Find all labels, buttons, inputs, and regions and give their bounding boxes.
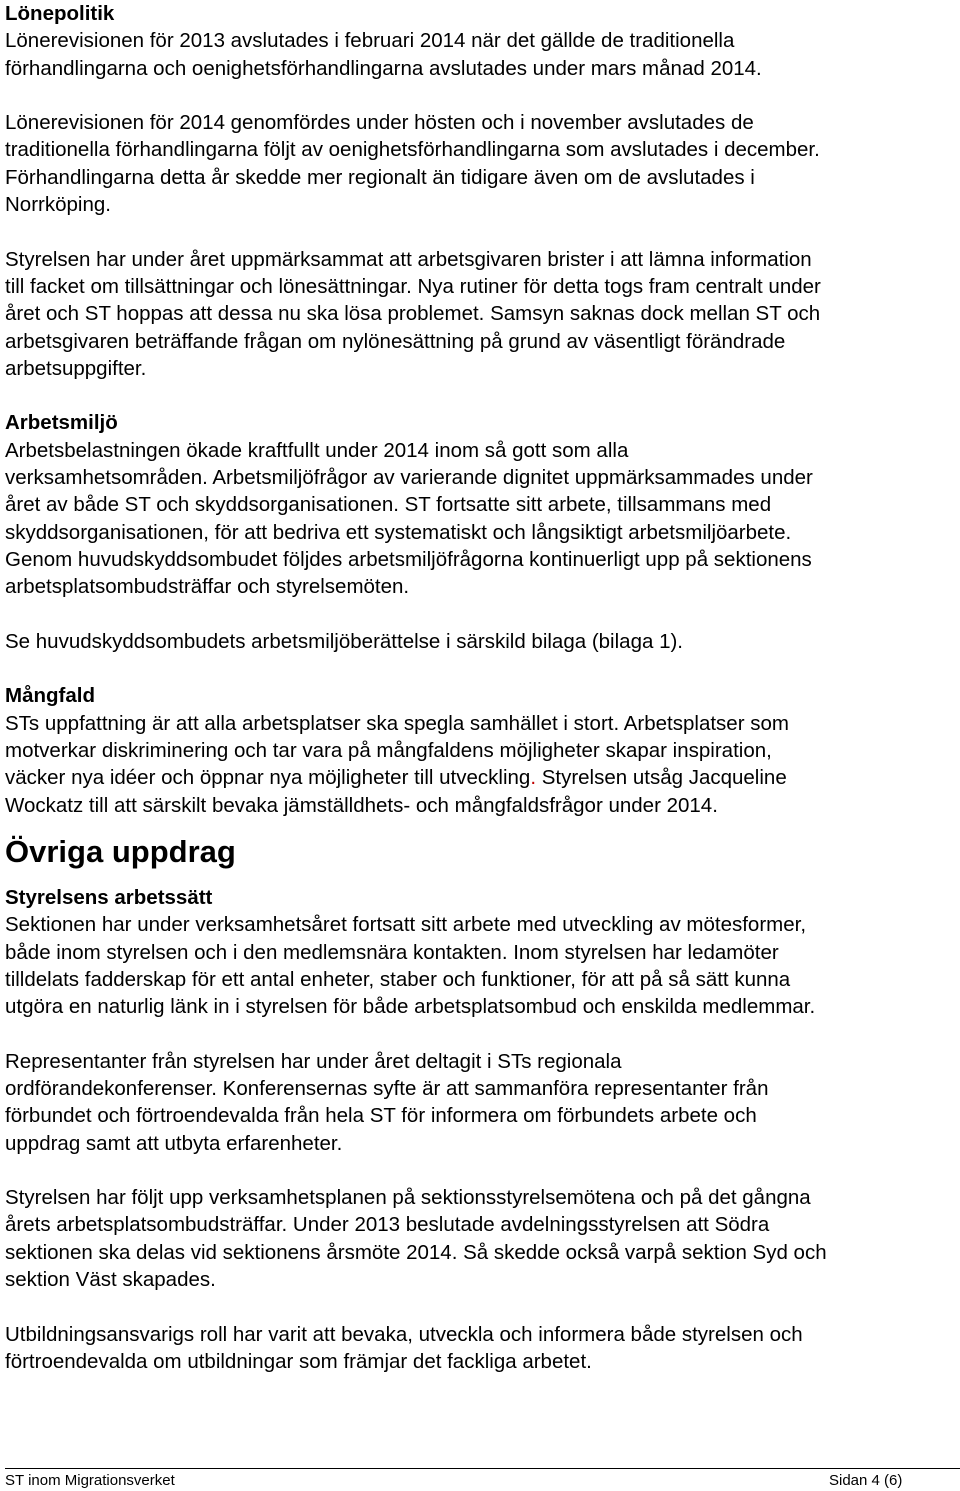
text-line: året av både ST och skyddsorganisationen. ST fortsatte sitt arbete, tillsammans med xyxy=(5,493,772,517)
text-segment: Styrelsen utsåg Jacqueline xyxy=(536,766,787,790)
text-line: Genom huvudskyddsombudet följdes arbetsmiljöfrågorna kontinuerligt upp på sektionens xyxy=(5,547,812,571)
section-mangfald xyxy=(5,682,955,818)
text-line: utgöra en naturlig länk in i styrelsen för både arbetsplatsombud och enskilda medlemmar. xyxy=(5,995,816,1019)
text-line: verksamhetsområden. Arbetsmiljöfrågor av varierande dignitet uppmärksammades under xyxy=(5,466,813,490)
text-line xyxy=(5,764,955,791)
text-line: förhandlingarna och oenighetsförhandlingarna avslutades under mars månad 2014. xyxy=(5,56,762,80)
text-line: motverkar diskriminering och tar vara på mångfaldens möjligheter skapar inspiration, xyxy=(5,739,772,763)
footer-page-number: Sidan 4 (6) xyxy=(829,1472,903,1489)
text-line: Sektionen har under verksamhetsåret fortsatt sitt arbete med utveckling av mötesformer, xyxy=(5,913,807,937)
text-line: Lönerevisionen för 2014 genomfördes under hösten och i november avslutades de xyxy=(5,111,754,135)
paragraph-utbildningsansvarig xyxy=(5,1321,955,1376)
paragraph-lonerevision-2014 xyxy=(5,109,955,218)
text-line: Lönerevisionen för 2013 avslutades i februari 2014 när det gällde de traditionella xyxy=(5,29,735,53)
footer-organization: ST inom Migrationsverket xyxy=(5,1472,175,1489)
text-line: arbetsplatsombudsträffar och styrelsemöten. xyxy=(5,575,410,599)
paragraph-lonerevision-2013 xyxy=(5,27,955,82)
text-line: arbetsgivaren beträffande frågan om nylönesättning på grund av väsentligt förändrade xyxy=(5,329,786,353)
footer-divider xyxy=(5,1468,960,1469)
paragraph-styrelsen-information xyxy=(5,246,955,382)
text-line: Representanter från styrelsen har under året deltagit i STs regionala xyxy=(5,1049,622,1073)
heading-styrelsens-arbetssatt: Styrelsens arbetssätt xyxy=(5,885,213,909)
heading-ovriga-uppdrag: Övriga uppdrag xyxy=(5,833,236,869)
paragraph-motesformer xyxy=(5,911,955,1020)
text-line: förtroendevalda om utbildningar som främjar det fackliga arbetet. xyxy=(5,1349,592,1373)
paragraph-huvudskyddsombud-reference: Se huvudskyddsombudets arbetsmiljöberättelse i särskild bilaga (bilaga 1). xyxy=(5,629,683,653)
text-line: året och ST hoppas att dessa nu ska lösa problemet. Samsyn saknas dock mellan ST och xyxy=(5,302,821,326)
section-styrelsens-arbetssatt xyxy=(5,884,955,1375)
text-line: sektionen ska delas vid sektionens årsmöte 2014. Så skedde också varpå sektion Syd och xyxy=(5,1240,827,1264)
heading-mangfald: Mångfald xyxy=(5,684,95,708)
text-line: förbundet och förtroendevalda från hela ST för informera om förbundets arbete och xyxy=(5,1104,757,1128)
text-line: sektion Väst skapades. xyxy=(5,1268,216,1292)
heading-arbetsmiljo: Arbetsmiljö xyxy=(5,411,118,435)
section-lonepolitik xyxy=(5,0,955,382)
text-line: STs uppfattning är att alla arbetsplatser ska spegla samhället i stort. Arbetsplatser som xyxy=(5,711,789,735)
text-line: arbetsuppgifter. xyxy=(5,356,147,380)
text-line: ordförandekonferenser. Konferensernas syfte är att sammanföra representanter från xyxy=(5,1076,769,1100)
text-line: både inom styrelsen och i den medlemsnära kontakten. Inom styrelsen har ledamöter xyxy=(5,940,779,964)
red-period: . xyxy=(530,766,537,790)
text-line: Arbetsbelastningen ökade kraftfullt under 2014 inom så gott som alla xyxy=(5,438,629,462)
text-line: uppdrag samt att utbyta erfarenheter. xyxy=(5,1131,343,1155)
text-line: årets arbetsplatsombudsträffar. Under 2013 beslutade avdelningsstyrelsen att Södra xyxy=(5,1213,770,1237)
text-line: Norrköping. xyxy=(5,193,111,217)
text-line: till facket om tillsättningar och lönesättningar. Nya rutiner för detta togs fram centralt under xyxy=(5,274,821,298)
text-line: Wockatz till att särskilt bevaka jämställdhets- och mångfaldsfrågor under 2014. xyxy=(5,793,718,817)
text-line: Styrelsen har under året uppmärksammat att arbetsgivaren brister i att lämna information xyxy=(5,247,812,271)
text-line: traditionella förhandlingarna följt av oenighetsförhandlingarna som avslutades i december. xyxy=(5,138,820,162)
paragraph-ordforandekonferenser xyxy=(5,1048,955,1157)
heading-lonepolitik: Lönepolitik xyxy=(5,2,115,25)
paragraph-arbetsbelastning xyxy=(5,437,955,601)
text-line: Förhandlingarna detta år skedde mer regionalt än tidigare även om de avslutades i xyxy=(5,165,755,189)
paragraph-verksamhetsplan xyxy=(5,1184,955,1293)
text-line: skyddsorganisationen, för att bedriva ett systematiskt och långsiktigt arbetsmiljöarbete. xyxy=(5,520,792,544)
text-line: Styrelsen har följt upp verksamhetsplanen på sektionsstyrelsemötena och på det gångna xyxy=(5,1186,811,1210)
document-page xyxy=(5,0,955,1375)
text-line: Utbildningsansvarigs roll har varit att bevaka, utveckla och informera både styrelsen och xyxy=(5,1322,803,1346)
section-arbetsmiljo xyxy=(5,409,955,655)
text-segment: väcker nya idéer och öppnar nya möjligheter till utveckling xyxy=(5,766,531,790)
text-line: tilldelats fadderskap för ett antal enheter, staber och funktioner, för att på så sätt kunna xyxy=(5,967,791,991)
